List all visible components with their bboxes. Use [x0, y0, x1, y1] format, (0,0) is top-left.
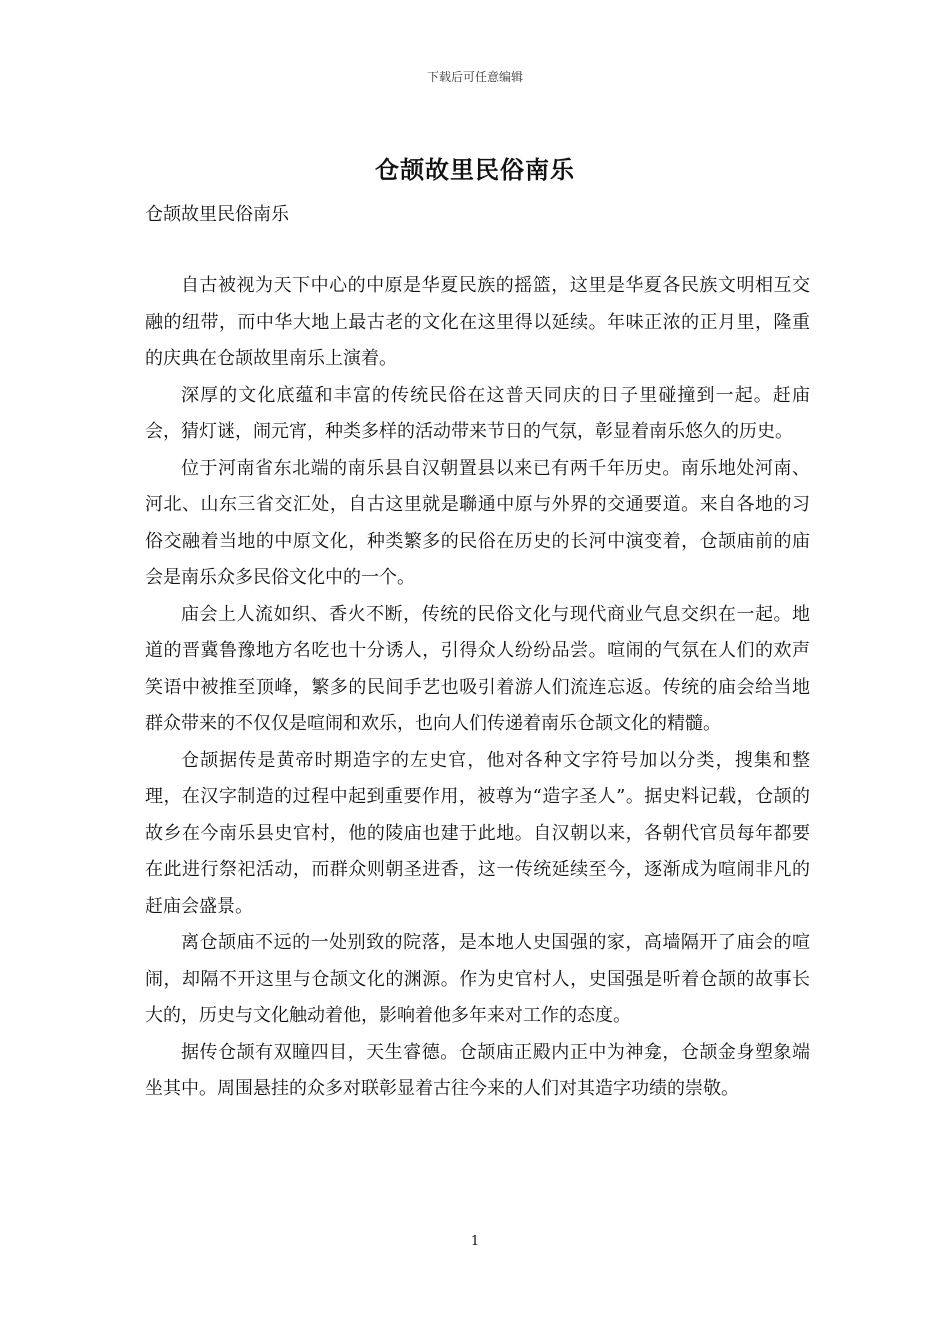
- document-body: [145, 268, 810, 1108]
- paragraph-2: 深厚的文化底蕴和丰富的传统民俗在这普天同庆的日子里碰撞到一起。赶庙会，猜灯谜，闹元宵，种类多样的活动带来节日的气氛，彰显着南乐悠久的历史。: [145, 384, 810, 442]
- document-subtitle: 仓颉故里民俗南乐: [145, 204, 289, 225]
- paragraph-6: 离仓颉庙不远的一处别致的院落，是本地人史国强的家，高墙隔开了庙会的喧闹，却隔不开这里与仓颉文化的渊源。作为史官村人，史国强是听着仓颉的故事长大的，历史与文化触动着他，影响着他多年来对工作的态度。: [145, 932, 810, 1026]
- paragraph-3: 位于河南省东北端的南乐县自汉朝置县以来已有两千年历史。南乐地处河南、河北、山东三省交汇处，自古这里就是聯通中原与外界的交通要道。来自各地的习俗交融着当地的中原文化，种类繁多的民俗在历史的长河中演变着，仓颉庙前的庙会是南乐众多民俗文化中的一个。: [145, 457, 810, 588]
- paragraph-7: 据传仓颉有双瞳四目，天生睿德。仓颉庙正殿内正中为神龛，仓颉金身塑象端坐其中。周围悬挂的众多对联彰显着古往今来的人们对其造字功绩的崇敬。: [145, 1041, 810, 1099]
- paragraph-4: 庙会上人流如织、香火不断，传统的民俗文化与现代商业气息交织在一起。地道的晋冀鲁豫地方名吃也十分诱人，引得众人纷纷品尝。喧闹的气氛在人们的欢声笑语中被推至顶峰，繁多的民间手艺也吸引着游人们流连忘返。传统的庙会给当地群众带来的不仅仅是喧闹和欢乐，也向人们传递着南乐仓颉文化的精髓。: [145, 603, 810, 734]
- paragraph-1: 自古被视为天下中心的中原是华夏民族的摇篮，这里是华夏各民族文明相互交融的纽带，而中华大地上最古老的文化在这里得以延续。年味正浓的正月里，隆重的庆典在仓颉故里南乐上演着。: [145, 275, 810, 369]
- page-number: 1: [470, 1234, 480, 1249]
- document-title: 仓颉故里民俗南乐: [375, 155, 575, 184]
- page-header: 下载后可任意编辑: [426, 70, 523, 84]
- paragraph-5: 仓颉据传是黄帝时期造字的左史官，他对各种文字符号加以分类，搜集和整理，在汉字制造的过程中起到重要作用，被尊为“造字圣人”。据史料记载，仓颉的故乡在今南乐县史官村，他的陵庙也建于此地。自汉朝以来，各朝代官员每年都要在此进行祭祀活动，而群众则朝圣进香，这一传统延续至今，逐渐成为喧闹非凡的赶庙会盛景。: [145, 749, 810, 917]
